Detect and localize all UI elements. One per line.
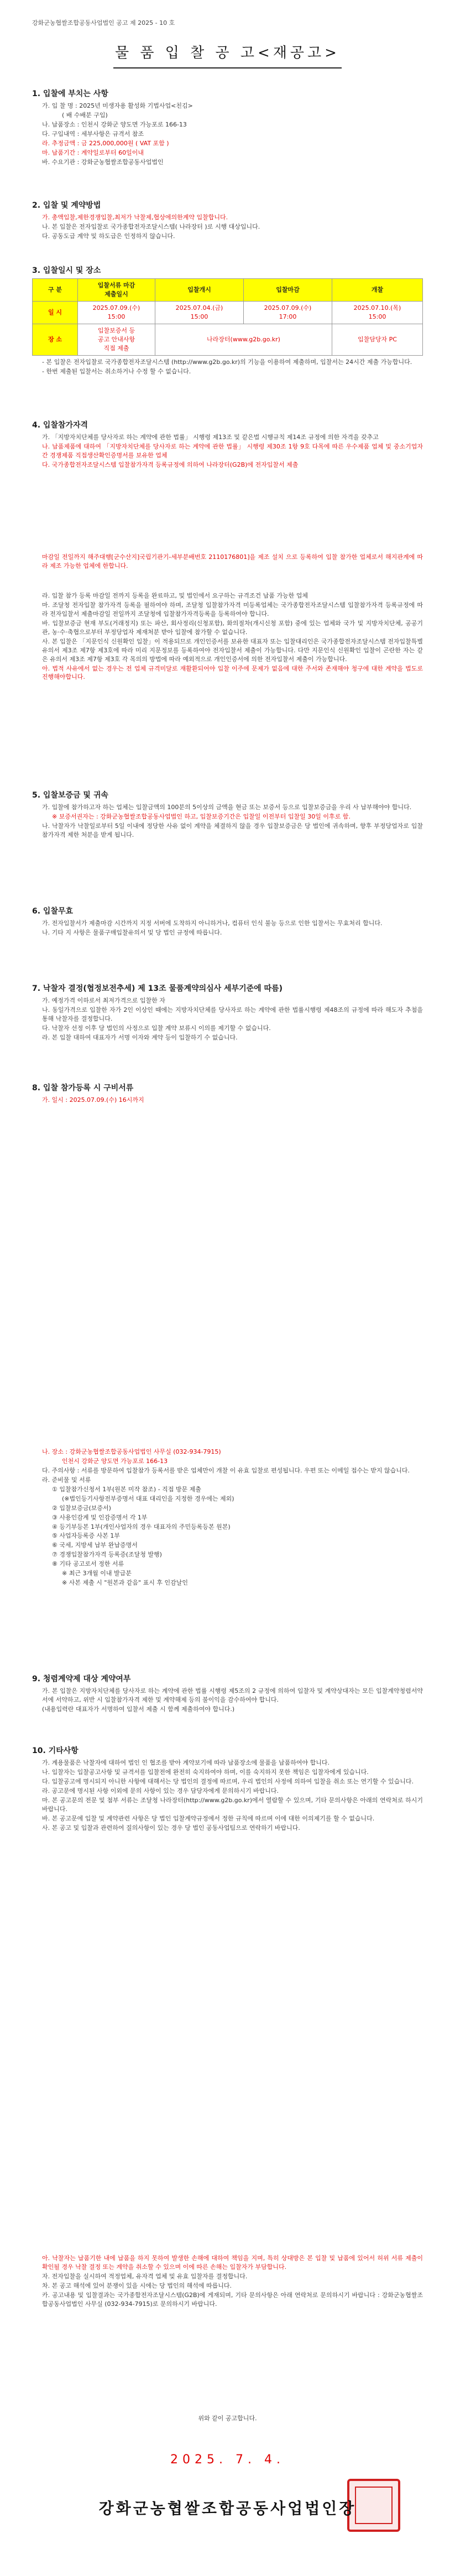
table-cell-bid-place: 나라장터(www.g2b.go.kr): [155, 324, 332, 356]
s8b-line-8: ③ 사용인감계 및 인감증명서 각 1부: [52, 1513, 148, 1521]
s7-line-3: 다. 낙찰자 선정 이후 당 법인의 사정으로 입찰 계약 보류시 이의를 제기할 수 없습니다.: [42, 1025, 271, 1032]
section-6: [32, 906, 423, 938]
table-header-deadline: 입찰서류 마감 제출일시: [78, 279, 155, 302]
s7-line-4: 라. 본 입찰 대하여 대표자가 서명 이자와 계약 등이 입찰하기 수 없습니다.: [42, 1034, 238, 1042]
s3-note-2: - 한번 제출된 입찰서는 취소하거나 수정 할 수 없습니다.: [42, 367, 191, 375]
s8b-line-9: ④ 등기부등본 1부(개인사업자의 경우 대표자의 주민등록등본 원본): [52, 1523, 231, 1530]
table-cell-end-time: 2025.07.09.(수) 17:00: [244, 302, 332, 324]
s11-line-3: 카. 공고내용 및 입찰결과는 국가종합전자조달시스템(G2B)에 게재되며, 기타 문의사항은 아래 연락처로 문의하시기 바랍니다 : 강화군농협쌀조합공동사업법인 사무실 (032-934-7915)로 문의하시기 바랍니다.: [42, 2291, 423, 2308]
announcement-date: 2025. 7. 4.: [170, 2453, 285, 2467]
section-8-heading: 8. 입찰 참가등록 시 구비서류: [32, 1084, 134, 1092]
section-10: [32, 1745, 423, 1833]
section-7: [32, 983, 423, 1043]
s7-line-1: 가. 예정가격 이하로서 최저가격으로 입찰한 자: [42, 997, 165, 1005]
section-4-heading: 4. 입찰참가자격: [32, 421, 88, 430]
s9-line-1: 가. 본 입찰은 지방자치단체를 당사자로 하는 계약에 관한 법률 시행령 제5조의 2 규정에 의하여 입찰자 및 계약상대자는 모든 입찰계약청렴서약서에 서약하고, 위반 시 입찰참가자격 제한 및 계약해제 등의 불이익을 감수하여야 합니다.: [42, 1687, 423, 1704]
table-cell-deadline-place: 입찰보증서 등 공고 안내사항 직접 제출: [78, 324, 155, 356]
section-2-heading: 2. 입찰 및 계약방법: [32, 201, 101, 210]
s2-line-3: 다. 공동도급 계약 및 하도급은 인정하지 않습니다.: [42, 233, 175, 240]
s8-line-1: 가. 일시 : 2025.07.09.(수) 16시까지: [42, 1096, 144, 1104]
table-cell-deadline-time: 2025.07.09.(수) 15:00: [78, 302, 155, 324]
s5-line-2: ※ 보증서권자는 : 강화군농협쌀조합공동사업법인 하고, 입찰보증기간은 입찰일 이전부터 입찰일 30일 이후로 함.: [52, 813, 351, 821]
s6-line-1: 가. 전자입찰서가 제출마감 시간까지 지정 서버에 도착하지 아니하거나, 컴퓨터 인식 불능 등으로 인한 입찰서는 무효처리 합니다.: [42, 920, 383, 927]
s4-line-3: 다. 국가종합전자조달시스템 입찰참가자격 등록규정에 의하여 나라장터(G2B)에 전자입찰서 제출: [42, 461, 299, 469]
s8b-line-13: ⑧ 기타 공고로서 정한 서류: [52, 1560, 124, 1568]
s3-note-1: - 본 입찰은 전자입찰로 국가종합전자조달시스템 (http://www.g2b.go.kr)의 기능을 이용하여 제출하며, 입찰서는 24시간 제출 가능합니다.: [42, 358, 412, 366]
s6-line-2: 나. 기타 지 사항은 물품구매입찰유의서 및 당 법인 규정에 따릅니다.: [42, 929, 222, 937]
issuing-organization: 강화군농협쌀조합공동사업법인장: [98, 2499, 357, 2517]
s11-line-2: 차. 본 공고 해석에 있어 분쟁이 있을 시에는 당 법인의 해석에 따릅니다.: [42, 2282, 232, 2289]
section-8: [32, 1083, 423, 1105]
s2-line-1: 가. 총액입찰,제한경쟁입찰,최저가 낙찰제,협상에의한계약 입찰합니다.: [42, 214, 228, 221]
section-5: [32, 790, 423, 840]
s8b-line-6: (※법인등기사항전부증명서 대표 대리인을 지정한 경우에는 제외): [62, 1495, 234, 1502]
s8b-line-3: 다. 주의사항 : 서류를 방문하여 입찰참가 등록서를 받은 업체만이 개찰 이 유효 입찰로 편성됩니다. 우편 또는 이메일 접수는 받지 않습니다.: [42, 1466, 410, 1474]
s2-line-2: 나. 본 입찰은 전자입찰로 국가종합전자조달시스템( 나라장터 )로 시행 대상입니다.: [42, 223, 260, 231]
closing: [32, 2414, 423, 2424]
section-4-red-block: [32, 552, 423, 571]
s8b-line-15: ※ 사본 제출 시 "원본과 같음" 표시 후 인감날인: [62, 1579, 188, 1587]
s1-line-2: ( 배 수배분 구입): [62, 112, 108, 119]
s11-line-1: 자. 전자입찰을 실시하여 적정업체, 유자격 업체 및 유효 입찰자를 결정합니다.: [42, 2272, 248, 2280]
s4-red-block: 마감일 전일까지 해주대행[군수산지]국립기관기-세부분배번호 2110176801]을 제조 설치 으로 등록하여 입찰 참가한 업체로서 해지관계에 따라 제조 가능한 업체에 한합니다.: [42, 553, 423, 569]
s1-line-7: 바. 수요기관 : 강화군농협쌀조합공동사업법인: [42, 158, 164, 166]
s10-line-4: 라. 공고문에 명시된 사항 이외에 문의 사항이 있는 경우 담당자에게 문의하시기 바랍니다.: [42, 1787, 279, 1795]
section-5-heading: 5. 입찰보증금 및 귀속: [32, 791, 108, 800]
s4-line-5: 마. 조달청 전자입찰 참가자격 등록을 필하여야 하며, 조달청 입찰참가자격 미등록업체는 국가종합전자조달시스템 입찰참가자격 등록규정에 따라 전자입찰서 제출마감일 전일까지 조달청에 입찰참가자격등록을 등록하여야 합니다.: [42, 601, 423, 617]
table-header-end: 입찰마감: [244, 279, 332, 302]
s1-line-6: 마. 납품기간 : 계약일로부터 60일이내: [42, 149, 144, 156]
s8b-line-11: ⑥ 국세, 지방세 납부 완납증명서: [52, 1542, 138, 1549]
s8b-line-1: 나. 장소 : 강화군농협쌀조합공동사업법인 사무실 (032-934-7915): [42, 1448, 221, 1455]
s4-line-1: 가. 「지방자치단체를 당사자로 하는 계약에 관한 법률」 시행령 제13조 및 같은법 시행규칙 제14조 규정에 의한 자격을 갖추고: [42, 434, 379, 441]
s4-line-2: 나. 납품제품에 대하여 「지방자치단체를 당사자로 하는 계약에 관한 법률」 시행령 제30조 1항 9호 다목에 따른 우수제품 업체 및 중소기업자 간 경쟁제품 직접생산확인증명서를 보유한 업체: [42, 443, 423, 460]
s10-line-5: 마. 본 공고문의 전문 및 첨부 서류는 조달청 나라장터(http://www.g2b.go.kr)에서 열람할 수 있으며, 기타 문의사항은 아래의 연락처로 하시기 바랍니다.: [42, 1797, 423, 1813]
s10-line-7: 사. 본 공고 및 입찰과 관련하여 질의사항이 있는 경우 당 법인 공동사업팀으로 연락하기 바랍니다.: [42, 1824, 300, 1831]
s4-line-6: 바. 입찰보증금 현재 부도(거래정지) 또는 파산, 회사정리(신청포함), 화의절차(개시신청 포함) 중에 있는 업체와 국가 및 지방자치단체, 공공기관, 농·수·축협으로부터 부정당업자 제재처분 받아 입찰에 참가할 수 없습니다.: [42, 619, 423, 636]
table-cell-opening-time: 2025.07.10.(목) 15:00: [332, 302, 423, 324]
title-underline: [113, 67, 342, 68]
section-7-heading: 7. 낙찰자 결정(협정보전추세) 제 13조 물품계약의심사 세부기준에 따름): [32, 984, 283, 993]
section-3-heading: 3. 입찰일시 및 장소: [32, 266, 101, 275]
s8b-line-2: 인천시 강화군 양도면 가능포로 166-13: [62, 1457, 168, 1465]
section-9: [32, 1674, 423, 1714]
s9-line-2: (내용입력란 대표자가 서명하여 입찰서 제출 시 함께 제출하여야 합니다.): [42, 1706, 235, 1713]
s8b-line-5: ① 입찰참가신청서 1부(원본 미작 참조) - 직접 방문 제출: [52, 1485, 201, 1493]
section-10-continued: [32, 2253, 423, 2309]
section-4-continued: [32, 591, 423, 682]
s1-line-1: 가. 입 찰 명 : 2025년 미생자용 활성화 기법사업<친김>: [42, 102, 193, 110]
s7-line-2: 나. 동일가격으로 입찰한 자가 2인 이상인 때에는 지방자치단체를 당사자로 하는 계약에 관한 법률시행령 제48조의 규정에 따라 해도자 추첨을 통해 낙찰자를 결정합니다.: [42, 1006, 423, 1023]
table-header-opening: 개찰: [332, 279, 423, 302]
s1-line-4: 다. 구입내역 : 세부사항은 규격서 참조: [42, 130, 144, 138]
s8b-line-7: ② 입찰보증금(보증서): [52, 1504, 111, 1512]
closing-text: 위와 같이 공고합니다.: [198, 2415, 257, 2422]
s10-line-2: 나. 입찰자는 입찰공고사항 및 규격서를 입찰전에 완전히 숙지하여야 하며, 이를 숙지하지 못한 책임은 입찰자에게 있습니다.: [42, 1769, 369, 1776]
section-10-heading: 10. 기타사항: [32, 1746, 79, 1755]
table-header-category: 구 분: [33, 279, 78, 302]
doc-number: 강화군농협쌀조합공동사업법인 공고 제 2025 - 10 호: [32, 19, 175, 27]
section-9-heading: 9. 청렴계약제 대상 계약여부: [32, 1675, 131, 1683]
s10-line-6: 바. 본 공고문에 입찰 및 계약관련 사항은 당 법인 입찰계약규정에서 정한 규칙에 따르며 이에 대한 이의제기를 할 수 없습니다.: [42, 1814, 375, 1822]
section-8-continued: [32, 1447, 423, 1588]
table-row-label-datetime: 일 시: [33, 302, 78, 324]
s8b-line-10: ⑤ 사업자등록증 사본 1부: [52, 1532, 120, 1540]
s4-line-8: 아. 법적 사유에서 없는 경우는 전 업체 규격미달로 재활환되어야 입찰 이주에 문제가 없음에 대한 주서와 존재해야 청구에 대한 계약을 법도로 진행해야합니다.: [42, 664, 423, 681]
table-cell-start-time: 2025.07.04.(금) 15:00: [155, 302, 244, 324]
table-cell-opening-place: 입찰담당자 PC: [332, 324, 423, 356]
schedule-table: [32, 278, 423, 356]
s8b-line-14: ※ 최근 3개월 이내 발급분: [62, 1570, 132, 1577]
s1-line-5: 라. 추정금액 : 금 225,000,000원 ( VAT 포함 ): [42, 140, 169, 147]
section-2: [32, 200, 423, 241]
s5-line-1: 가. 입찰에 참가하고자 하는 업체는 입찰금액의 100분의 5이상의 금액을 현금 또는 보증서 등으로 입찰보증금을 우리 사 납부해야야 합니다.: [42, 804, 412, 811]
s8b-line-12: ⑦ 경쟁입찰참가자격 등록증(조달청 발행): [52, 1551, 162, 1559]
s10-line-3: 다. 입찰공고에 명시되지 아니한 사항에 대해서는 당 법인의 결정에 따르며, 우리 법인의 사정에 의하여 입찰을 취소 또는 연기할 수 있습니다.: [42, 1778, 414, 1786]
table-header-start: 입찰개시: [155, 279, 244, 302]
s4-line-7: 사. 본 입찰은 「지문인식 신원확인 입찰」이 적용되므로 개인인증서를 보유한 대표자 또는 입찰대리인은 국가종합전자조달시스템 전자입찰특별유의서 제3조 제7항 제3호에 따라 미리 지문정보를 등록하여야 전자입찰서 제출이 가능합니다. 다만 지문인식 신원확인 입찰이 곤란한 자는 같은 유의서 제3조 제7항 제3호 각 목의의 방법에 따라 예외적으로 개인인증서에 의한 전자입찰서 제출이 가능합니다.: [42, 637, 423, 663]
s11-red-line-1: 아. 낙찰자는 납품기한 내에 납품을 하지 못하여 발생한 손해에 대하여 책임을 지며, 특히 상대방은 본 입찰 및 납품에 있어서 허위 서류 제출이 확인될 경우 낙찰 결정 또는 계약을 취소할 수 있으며 이에 따른 손해는 입찰자가 부담합니다.: [42, 2255, 423, 2271]
section-1-heading: 1. 입찰에 부치는 사항: [32, 89, 108, 98]
page-title: 물 품 입 찰 공 고<재공고>: [115, 45, 340, 61]
table-row-label-place: 장 소: [33, 324, 78, 356]
s5-line-3: 나. 낙찰자가 낙찰일로부터 5일 이내에 정당한 사유 없이 계약을 체결하지 않을 경우 입찰보증금은 당 법인에 귀속하며, 향후 부정당업자로 입찰참가자격 제한 처분을 받게 됩니다.: [42, 822, 423, 839]
section-4: [32, 420, 423, 470]
s10-line-1: 가. 계용물품은 낙찰자에 대하여 법인 인 협조를 받아 계약보기에 따라 납품장소에 물품을 납품하여야 합니다.: [42, 1759, 330, 1767]
section-3: [32, 265, 423, 377]
s8b-line-4: 라. 준비물 및 서류: [42, 1476, 91, 1484]
s4-line-4: 라. 입찰 참가 등록 마감일 전까지 등록을 완료하고, 및 법인에서 요구하는 규격조건 납품 가능한 업체: [42, 592, 308, 599]
section-6-heading: 6. 입찰무효: [32, 907, 74, 916]
section-1: [32, 88, 423, 167]
s1-line-3: 나. 납품장소 : 인천시 강화군 양도면 가능포로 166-13: [42, 121, 187, 129]
